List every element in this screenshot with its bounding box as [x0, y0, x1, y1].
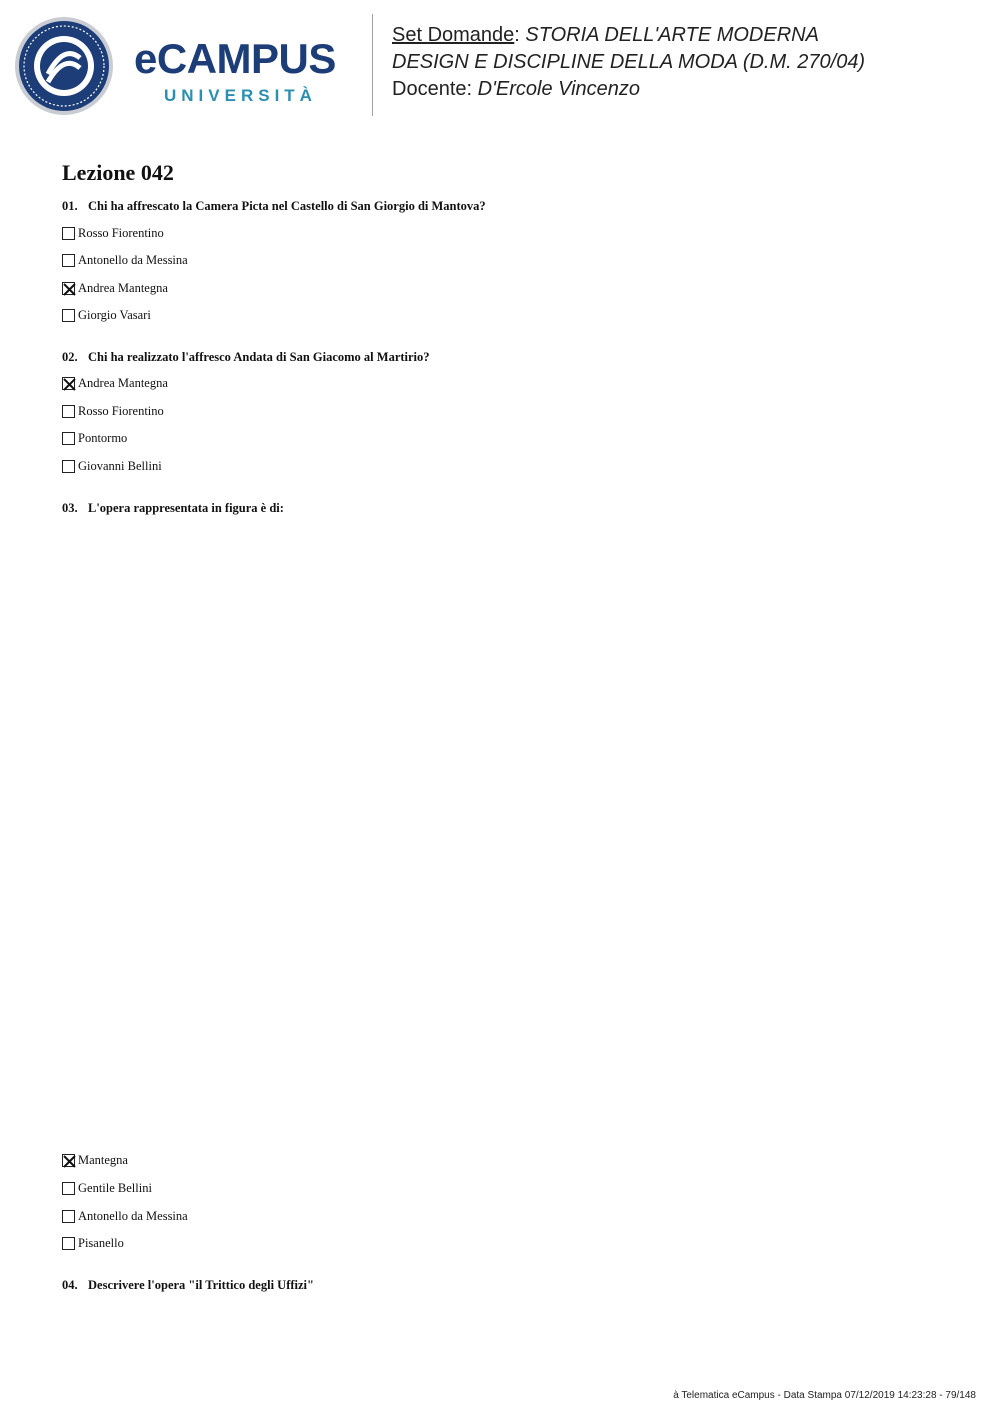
- option-q1-d[interactable]: [62, 307, 151, 323]
- option-q1-b[interactable]: [62, 252, 188, 268]
- question-text: L'opera rappresentata in figura è di:: [88, 501, 284, 515]
- option-label: Andrea Mantegna: [78, 280, 168, 295]
- option-q3-c[interactable]: [62, 1208, 188, 1224]
- question-number: 01.: [62, 199, 78, 213]
- option-label: Antonello da Messina: [78, 1208, 188, 1223]
- question-text: Chi ha affrescato la Camera Picta nel Castello di San Giorgio di Mantova?: [88, 199, 486, 213]
- set-label: Set Domande: [392, 24, 515, 46]
- checkbox[interactable]: [62, 405, 75, 418]
- question-text: Descrivere l'opera "il Trittico degli Uffizi": [88, 1278, 314, 1292]
- university-seal-logo: [14, 16, 114, 116]
- checkbox[interactable]: [62, 460, 75, 473]
- checkbox[interactable]: [62, 432, 75, 445]
- question-number: 02.: [62, 350, 78, 364]
- option-q2-c[interactable]: [62, 430, 127, 446]
- page-footer: à Telematica eCampus - Data Stampa 07/12/2019 14:23:28 - 79/148: [673, 1390, 976, 1401]
- question-text: Chi ha realizzato l'affresco Andata di San Giacomo al Martirio?: [88, 350, 430, 364]
- check-x-icon: [62, 377, 77, 392]
- set-line: Set Domande: STORIA DELL'ARTE MODERNA: [392, 24, 819, 46]
- checkbox[interactable]: [62, 282, 75, 295]
- option-label: Antonello da Messina: [78, 252, 188, 267]
- option-label: Pisanello: [78, 1235, 124, 1250]
- teacher-line: Docente: D'Ercole Vincenzo: [392, 78, 641, 100]
- lesson-title: Lezione 042: [62, 160, 174, 185]
- option-label: Giorgio Vasari: [78, 307, 151, 322]
- checkbox[interactable]: [62, 1210, 75, 1223]
- logo-subtitle: UNIVERSITÀ: [164, 86, 317, 105]
- checkbox[interactable]: [62, 309, 75, 322]
- teacher-name: D'Ercole Vincenzo: [477, 78, 641, 100]
- option-label: Andrea Mantegna: [78, 375, 168, 390]
- question-number: 04.: [62, 1278, 78, 1292]
- course-title-line2: DESIGN E DISCIPLINE DELLA MODA (D.M. 270/04): [392, 51, 866, 73]
- question-04: [62, 1278, 314, 1293]
- question-number: 03.: [62, 501, 78, 515]
- option-label: Gentile Bellini: [78, 1180, 152, 1195]
- course-title-line1: STORIA DELL'ARTE MODERNA: [525, 24, 819, 46]
- option-q1-a[interactable]: [62, 225, 164, 241]
- teacher-label: Docente: [392, 78, 467, 100]
- option-label: Rosso Fiorentino: [78, 403, 164, 418]
- checkbox[interactable]: [62, 227, 75, 240]
- check-x-icon: [62, 1154, 77, 1169]
- checkbox[interactable]: [62, 254, 75, 267]
- logo-name: eCAMPUS: [134, 35, 336, 82]
- checkbox[interactable]: [62, 1182, 75, 1195]
- option-q2-a[interactable]: [62, 375, 168, 391]
- option-q2-d[interactable]: [62, 458, 162, 474]
- option-label: Rosso Fiorentino: [78, 225, 164, 240]
- option-label: Mantegna: [78, 1152, 128, 1167]
- option-q2-b[interactable]: [62, 403, 164, 419]
- option-q1-c[interactable]: [62, 280, 168, 296]
- header-info: [392, 22, 865, 103]
- ecampus-wordmark: [134, 35, 336, 106]
- checkbox[interactable]: [62, 1237, 75, 1250]
- course-line2: [392, 49, 865, 76]
- checkbox[interactable]: [62, 377, 75, 390]
- option-q3-d[interactable]: [62, 1235, 124, 1251]
- check-x-icon: [62, 282, 77, 297]
- question-01: [62, 199, 486, 214]
- option-q3-b[interactable]: [62, 1180, 152, 1196]
- question-03: [62, 501, 284, 516]
- option-q3-a[interactable]: [62, 1152, 128, 1168]
- header-divider: [372, 14, 373, 116]
- option-label: Pontormo: [78, 430, 128, 445]
- question-02: [62, 350, 430, 365]
- option-label: Giovanni Bellini: [78, 458, 162, 473]
- checkbox[interactable]: [62, 1154, 75, 1167]
